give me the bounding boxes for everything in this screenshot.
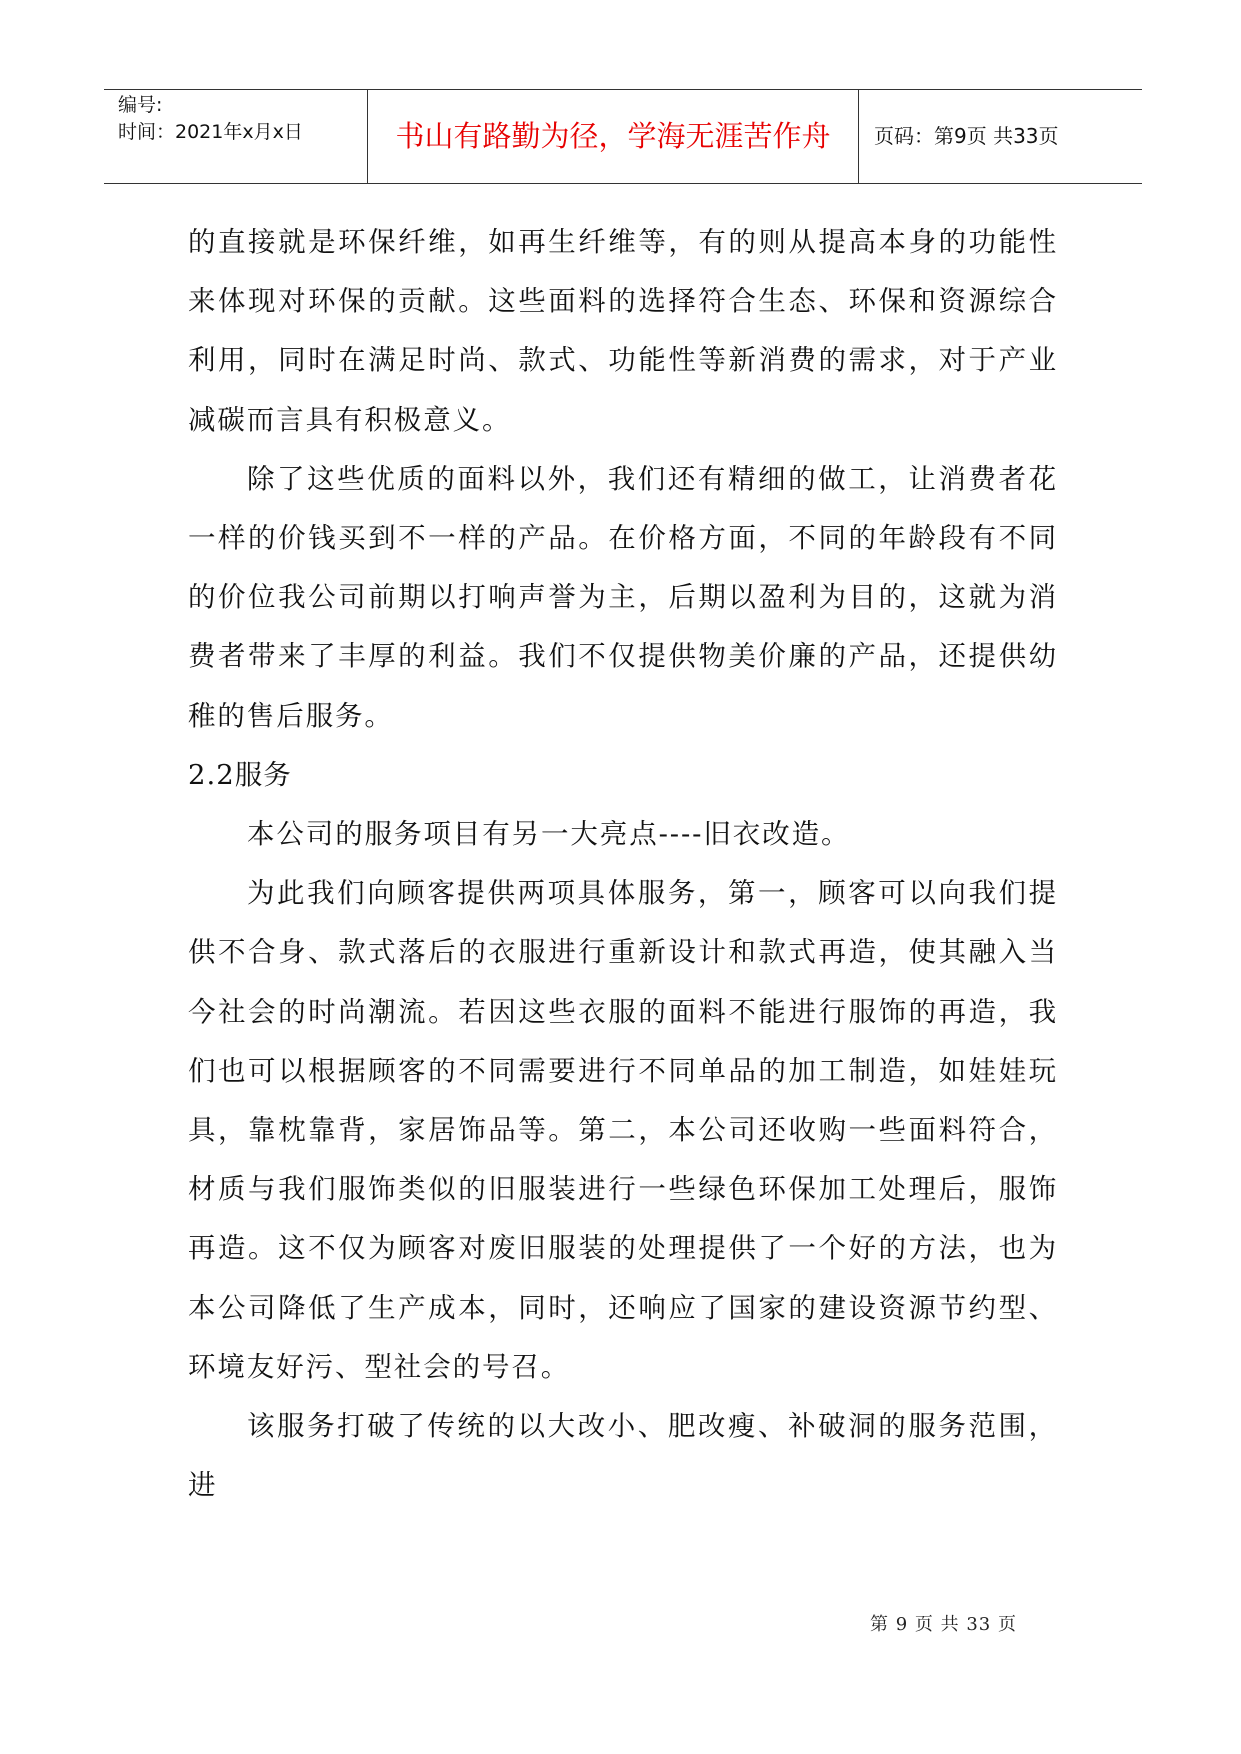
header-page-number: 页码：第9页 共33页: [874, 124, 1059, 148]
header-divider: [367, 90, 368, 183]
document-number-label: 编号:: [118, 94, 163, 116]
body-paragraph: 为此我们向顾客提供两项具体服务，第一，顾客可以向我们提供不合身、款式落后的衣服进行重新设计和款式再造，使其融入当今社会的时尚潮流。若因这些衣服的面料不能进行服饰的再造，我们也可以根据顾客的不同需要进行不同单品的加工制造，如娃娃玩具，靠枕靠背，家居饰品等。第二，本公司还收购一些面料符合，材质与我们服饰类似的旧服装进行一些绿色环保加工处理后，服饰再造。这不仅为顾客对废旧服装的处理提供了一个好的方法，也为本公司降低了生产成本，同时，还响应了国家的建设资源节约型、环境友好污、型社会的号召。: [188, 877, 1058, 1383]
document-body: [188, 213, 1058, 1515]
header-meta: [118, 92, 368, 146]
body-paragraph: 该服务打破了传统的以大改小、肥改瘦、补破洞的服务范围，进: [188, 1410, 1058, 1502]
document-time: 时间：2021年x月x日: [118, 121, 303, 143]
section-heading: 2.2服务: [188, 758, 292, 791]
page-header: [104, 89, 1142, 184]
page-footer: 第 9 页 共 33 页: [870, 1614, 1017, 1635]
body-paragraph: 的直接就是环保纤维，如再生纤维等，有的则从提高本身的功能性来体现对环保的贡献。这些面料的选择符合生态、环保和资源综合利用，同时在满足时尚、款式、功能性等新消费的需求，对于产业减碳而言具有积极意义。: [188, 226, 1058, 436]
body-paragraph: 本公司的服务项目有另一大亮点----旧衣改造。: [247, 818, 851, 851]
header-divider: [858, 90, 859, 183]
body-paragraph: 除了这些优质的面料以外，我们还有精细的做工，让消费者花一样的价钱买到不一样的产品。在价格方面，不同的年龄段有不同的价位我公司前期以打响声誉为主，后期以盈利为目的，这就为消费者带来了丰厚的利益。我们不仅提供物美价廉的产品，还提供幼稚的售后服务。: [188, 462, 1058, 732]
header-motto: 书山有路勤为径，学海无涯苦作舟: [395, 119, 831, 153]
